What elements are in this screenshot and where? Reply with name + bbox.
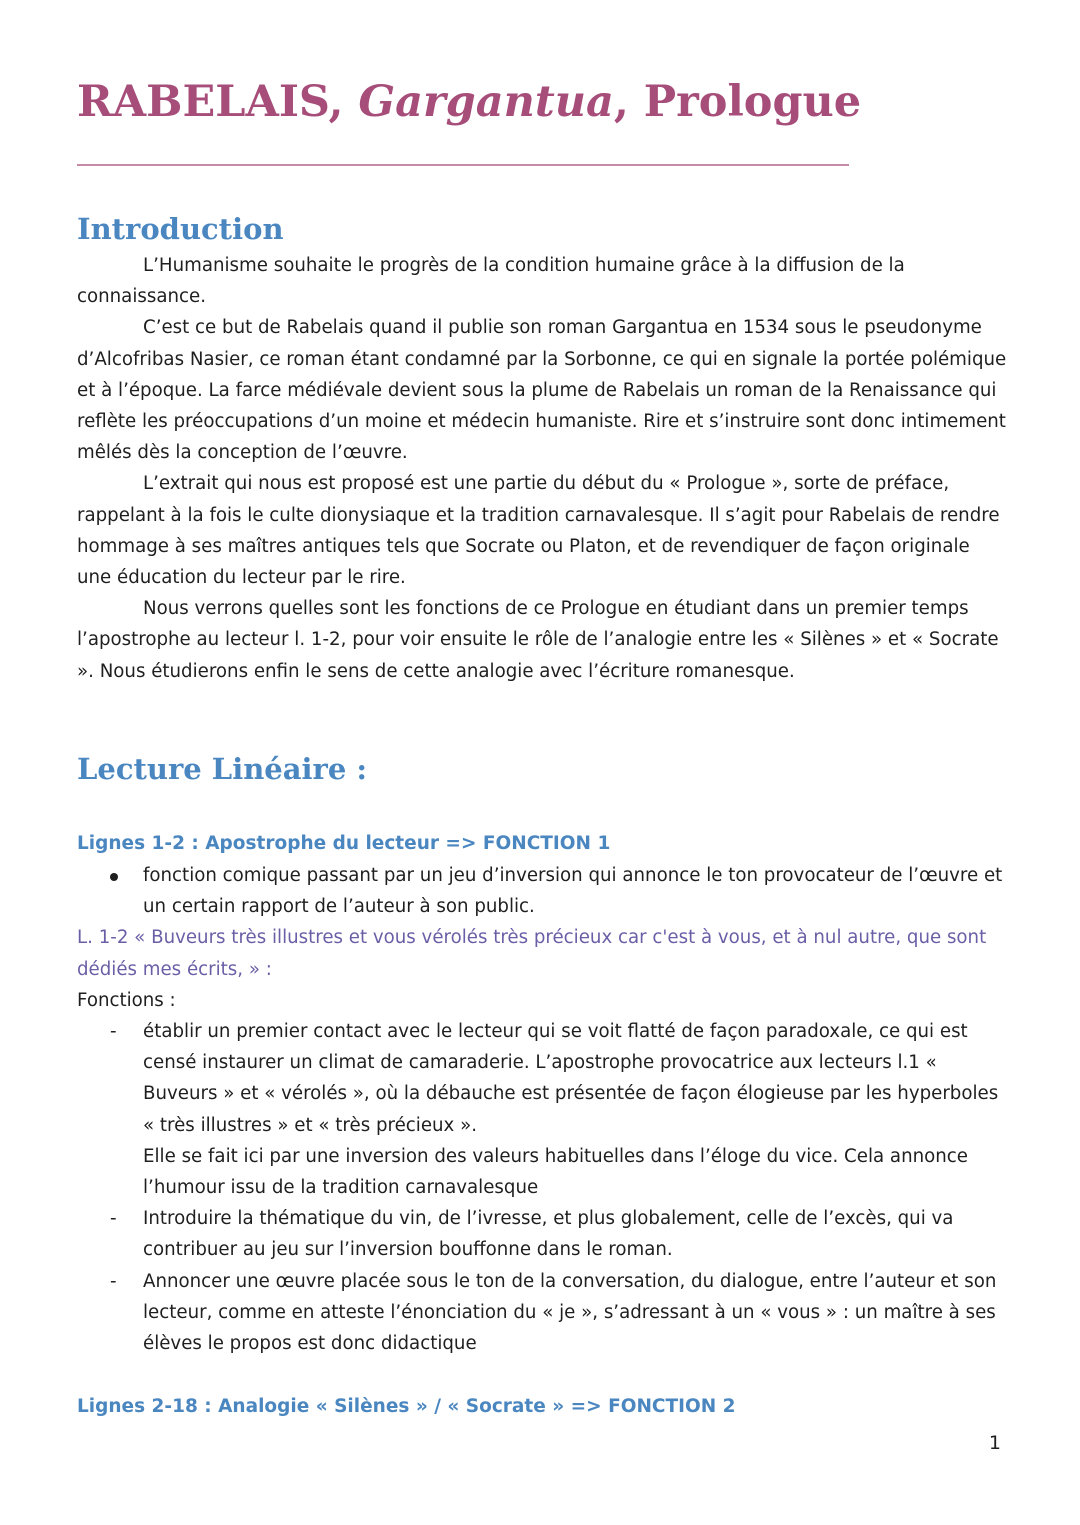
title-section: Prologue [643,77,862,127]
quote-text: L. 1-2 « Buveurs très illustres et vous vérolés très précieux car c'est à vous, et à nul autre, que sont dédiés mes écrits, » : [77,927,987,980]
function-text: Annoncer une œuvre placée sous le ton de la conversation, du dialogue, entre l’auteur et son lecteur, comme en atteste l’énonciation du « je », s’adressant à un « vous » : un maître à ses élèves le propos est donc didactique [143,1270,997,1355]
bullet-icon [110,873,118,881]
list-item [77,860,1007,922]
introduction-body [77,250,1007,687]
bullet-text: fonction comique passant par un jeu d’inversion qui annonce le ton provocateur de l’œuvre et un certain rapport de l’auteur à son public. [143,865,1003,918]
dash-marker: - [110,1208,117,1230]
part2-subheading: Lignes 2-18 : Analogie « Silènes » / « Socrate » => FONCTION 2 [77,1396,736,1417]
title-underline [77,164,849,166]
dash-marker: - [110,1270,117,1292]
lecture-heading: Lecture Linéaire : [77,752,368,786]
document-title [77,72,861,132]
functions-list [77,1016,1007,1359]
part1-subheading: Lignes 1-2 : Apostrophe du lecteur => FONCTION 1 [77,833,611,854]
intro-paragraph: C’est ce but de Rabelais quand il publie son roman Gargantua en 1534 sous le pseudonyme d’Alcofribas Nasier, ce roman étant condamné par la Sorbonne, ce qui en signale la portée polémique et à l’époque. La farce médiévale devient sous la plume de Rabelais un roman de la Renaissance qui reflète les préoccupations d’un moine et médecin humaniste. Rire et s’instruire sont donc intimement mêlés dès la conception de l’œuvre. [77,317,1007,464]
intro-paragraph: L’extrait qui nous est proposé est une partie du début du « Prologue », sorte de préface, rappelant à la fois le culte dionysiaque et la tradition carnavalesque. Il s’agit pour Rabelais de rendre hommage à ses maîtres antiques tels que Socrate ou Platon, et de revendiquer de façon originale une éducation du lecteur par le rire. [77,473,1000,589]
intro-paragraph: L’Humanisme souhaite le progrès de la condition humaine grâce à la diffusion de la connaissance. [77,255,905,308]
title-separator: , [613,77,629,127]
function-text: Introduire la thématique du vin, de l’ivresse, et plus globalement, celle de l’excès, qui va contribuer au jeu sur l’inversion bouffonne dans le roman. [143,1208,954,1261]
function-text: établir un premier contact avec le lecteur qui se voit flatté de façon paradoxale, ce qui est censé instaurer un climat de camaraderie. L’apostrophe provocatrice aux lecteurs l.1 « Buveurs » et « vérolés », où la débauche est présentée de façon élogieuse par les hyperboles « très illustres » et « très précieux ». [143,1021,999,1136]
title-work: Gargantua [358,77,614,127]
part1-body [77,860,1007,1359]
dash-marker: - [110,1021,117,1043]
part1-bullet-list [77,860,1007,922]
introduction-heading: Introduction [77,212,284,246]
function-extra-text: Elle se fait ici par une inversion des valeurs habituelles dans l’éloge du vice. Cela annonce l’humour issu de la tradition carnavalesque [143,1145,968,1199]
title-author: RABELAIS, [77,77,344,127]
intro-paragraph: Nous verrons quelles sont les fonctions de ce Prologue en étudiant dans un premier temps l’apostrophe au lecteur l. 1-2, pour voir ensuite le rôle de l’analogie entre les « Silènes » et « Socrate ». Nous étudierons enfin le sens de cette analogie avec l’écriture romanesque. [77,598,999,682]
list-item [77,1266,1007,1360]
list-item [77,1016,1007,1203]
list-item [77,1203,1007,1265]
functions-label: Fonctions : [77,989,176,1011]
page-number: 1 [988,1432,1001,1454]
